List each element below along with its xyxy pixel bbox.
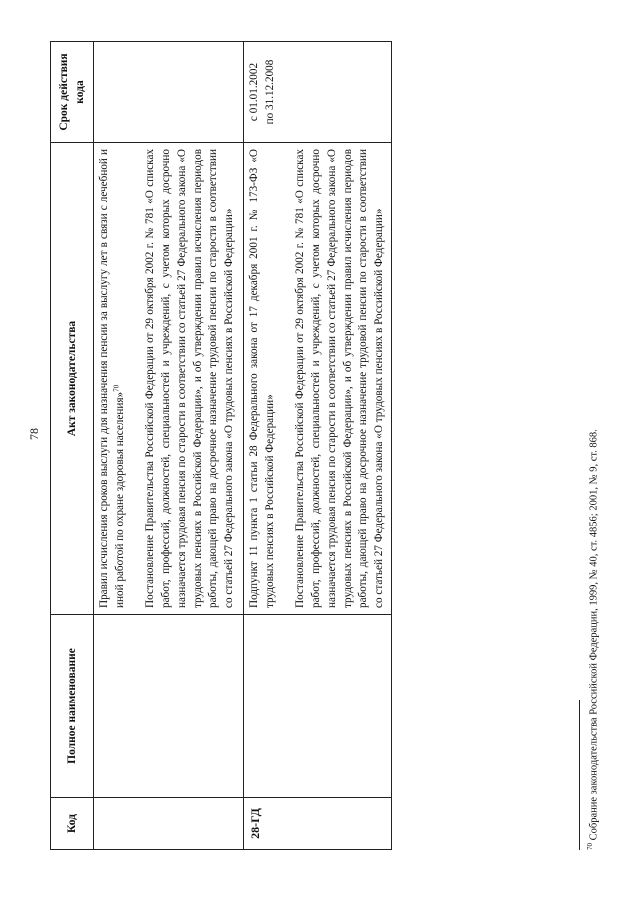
- cell-act: [244, 143, 392, 615]
- act-paragraph: Правил исчисления сроков выслуги для назначения пенсии за выслугу лет в связи с лечебной и иной работой по охране здоровья населения»$^{70}$: [98, 149, 126, 608]
- footnote: [586, 429, 600, 850]
- header-term: Срок действия кода: [51, 42, 94, 143]
- footnote-reference: 70: [112, 384, 121, 392]
- footnote-text: Собрание законодательства Российской Федерации, 1999, № 40, ст. 4856; 2001, № 9, ст. 868.: [588, 429, 600, 841]
- act-paragraph: Постановление Правительства Российской Федерации от 29 октября 2002 г. № 781 «О списках работ, профессий, должностей, специальностей и учреждений, с учетом которых досрочно назначается трудовая пенсия по старости в соответствии со статьей 27 Федерального закона «О трудовых пенсиях в Российской Федерации», и об утверждении правил исчисления периодов работы, дающей право на досрочное назначение трудовой пенсии по старости в соответствии со статьей 27 Федерального закона «О трудовых пенсиях в Российской Федерации»: [143, 149, 236, 608]
- cell-act: [94, 143, 244, 615]
- cell-full-name: [244, 615, 392, 798]
- table-row: [244, 42, 392, 850]
- footnote-divider: [579, 700, 580, 850]
- header-full-name: Полное наименование: [51, 615, 94, 798]
- codes-table: [50, 41, 392, 850]
- term-to: по 31.12.2008: [263, 59, 276, 125]
- table-header-row: [51, 42, 94, 850]
- table-row: [94, 42, 244, 850]
- act-paragraph: Подпункт 11 пункта 1 статьи 28 Федерального закона от 17 декабря 2001 г. № 173-ФЗ «О трудовых пенсиях в Российской Федерации»: [248, 149, 276, 608]
- cell-code: [94, 798, 244, 850]
- footnote-mark: 70: [586, 843, 594, 850]
- header-code: Код: [51, 798, 94, 850]
- term-from: с 01.01.2002: [248, 62, 260, 122]
- cell-code: 28-ГД: [244, 798, 392, 850]
- cell-term: [94, 42, 244, 143]
- cell-term: [244, 42, 392, 143]
- cell-full-name: [94, 615, 244, 798]
- header-act: Акт законодательства: [51, 143, 94, 615]
- page-number: 78: [27, 428, 41, 440]
- act-paragraph: Постановление Правительства Российской Федерации от 29 октября 2002 г. № 781 «О списках работ, профессий, должностей, специальностей и учреждений, с учетом которых досрочно назначается трудовая пенсия по старости в соответствии со статьей 27 Федерального закона «О трудовых пенсиях в Российской Федерации», и об утверждении правил исчисления периодов работы, дающей право на досрочное назначение трудовой пенсии по старости в соответствии со статьей 27 Федерального закона «О трудовых пенсиях в Российской Федерации»: [293, 149, 386, 608]
- rotated-landscape-content: [22, 20, 618, 880]
